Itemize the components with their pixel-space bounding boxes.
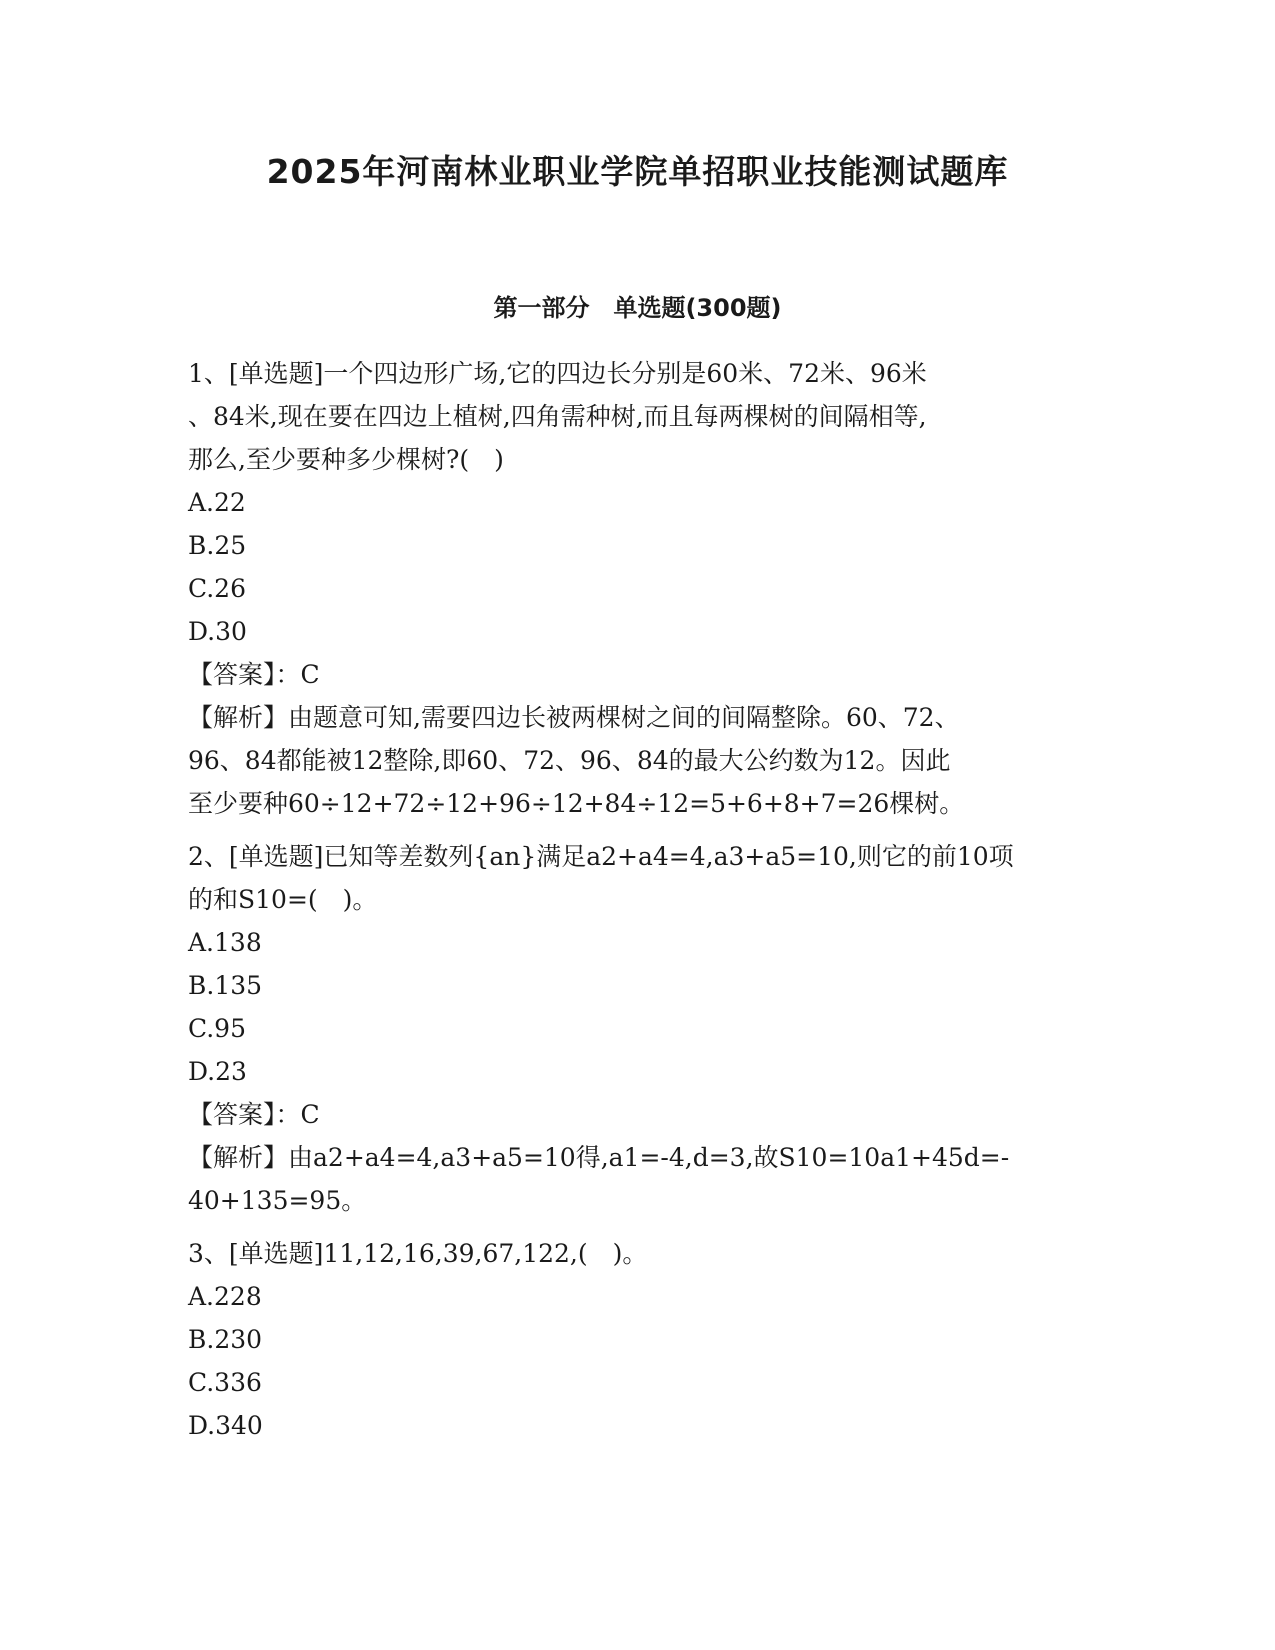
question-2 <box>188 835 1088 1222</box>
question-3-option-c: C.336 <box>188 1368 262 1397</box>
answer-separator: ： <box>275 1100 301 1129</box>
question-2-analysis-line-2: 40+135=95。 <box>188 1186 367 1215</box>
question-1-analysis-line-2: 96、84都能被12整除,即60、72、96、84的最大公约数为12。因此 <box>188 746 951 775</box>
question-1-answer <box>188 653 1088 696</box>
question-1-line-3: 那么,至少要种多少棵树?( ) <box>188 445 504 474</box>
analysis-label: 【解析】 <box>188 1143 289 1172</box>
question-2-line-1: 2、[单选题]已知等差数列{an}满足a2+a4=4,a3+a5=10,则它的前10项 <box>188 842 1014 871</box>
question-1 <box>188 352 1088 825</box>
question-2-analysis-line-1 <box>188 1136 1088 1179</box>
answer-value: C <box>300 660 320 689</box>
analysis-text: 由a2+a4=4,a3+a5=10得,a1=-4,d=3,故S10=10a1+45d=- <box>288 1143 1010 1172</box>
question-3-option-d: D.340 <box>188 1411 263 1440</box>
answer-label: 【答案】 <box>188 1100 276 1129</box>
document-title: 2025年河南林业职业学院单招职业技能测试题库 <box>266 152 1009 191</box>
answer-value: C <box>300 1100 320 1129</box>
question-1-analysis-line-3: 至少要种60÷12+72÷12+96÷12+84÷12=5+6+8+7=26棵树。 <box>188 789 965 818</box>
analysis-text: 由题意可知,需要四边长被两棵树之间的间隔整除。60、72、 <box>288 703 960 732</box>
section-title: 第一部分 单选题(300题) <box>493 294 782 322</box>
question-1-option-a: A.22 <box>188 488 246 517</box>
question-2-option-d: D.23 <box>188 1057 247 1086</box>
question-1-option-c: C.26 <box>188 574 246 603</box>
question-list <box>188 352 1088 1457</box>
answer-label: 【答案】 <box>188 660 276 689</box>
question-3-option-b: B.230 <box>188 1325 263 1354</box>
question-2-line-2: 的和S10=( )。 <box>188 885 378 914</box>
question-1-analysis-line-1 <box>188 696 1088 739</box>
question-1-line-1: 1、[单选题]一个四边形广场,它的四边长分别是60米、72米、96米 <box>188 359 927 388</box>
question-2-option-b: B.135 <box>188 971 263 1000</box>
question-3-option-a: A.228 <box>188 1282 262 1311</box>
answer-separator: ： <box>275 660 301 689</box>
analysis-label: 【解析】 <box>188 703 289 732</box>
question-2-option-c: C.95 <box>188 1014 246 1043</box>
question-2-option-a: A.138 <box>188 928 262 957</box>
question-2-answer <box>188 1093 1088 1136</box>
question-1-line-2: 、84米,现在要在四边上植树,四角需种树,而且每两棵树的间隔相等, <box>188 402 927 431</box>
question-3-line-1: 3、[单选题]11,12,16,39,67,122,( )。 <box>188 1239 648 1268</box>
question-1-option-b: B.25 <box>188 531 247 560</box>
question-1-option-d: D.30 <box>188 617 247 646</box>
question-3 <box>188 1232 1088 1447</box>
